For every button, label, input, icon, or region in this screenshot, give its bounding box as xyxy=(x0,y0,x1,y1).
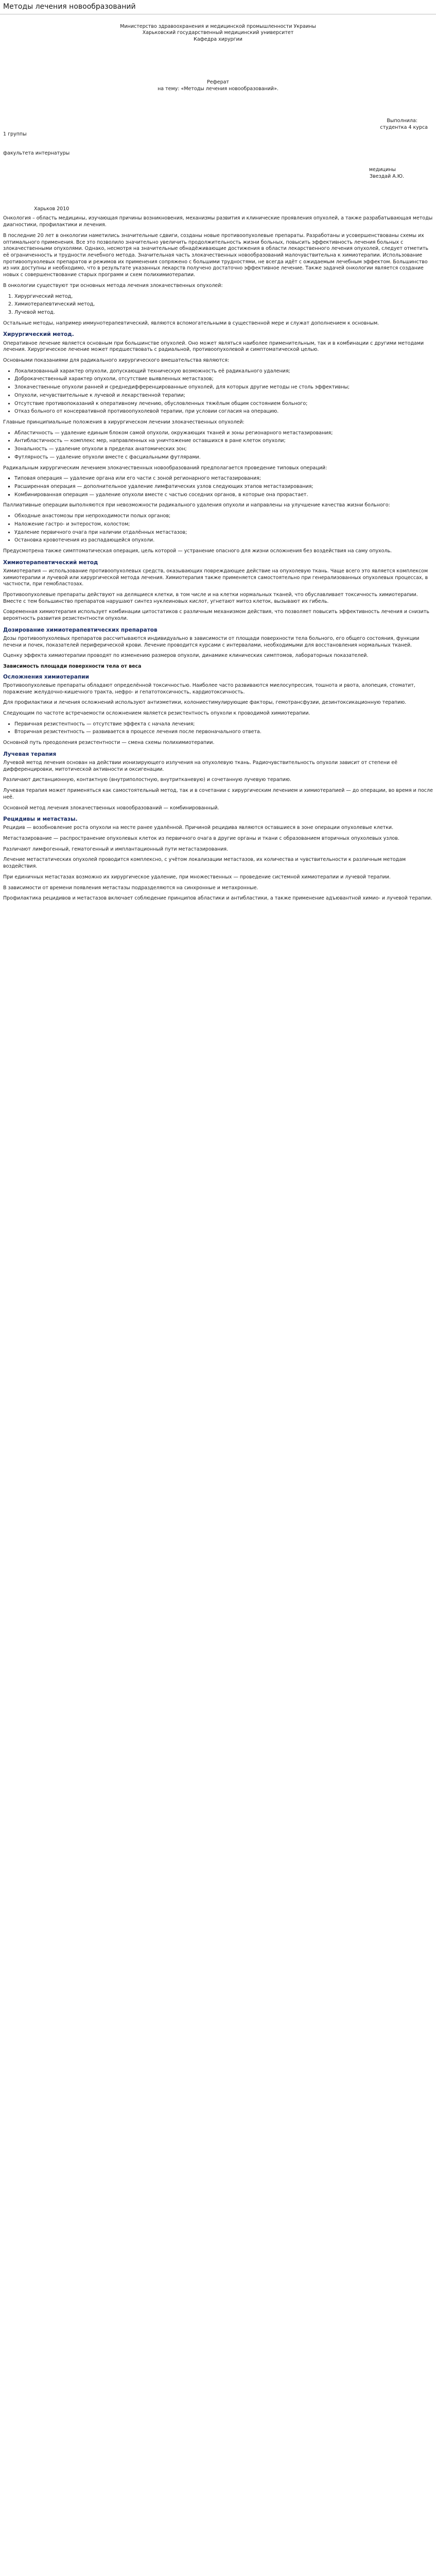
paragraph: Основной путь преодоления резистентности — смена схемы полихимиотерапии. xyxy=(3,740,215,746)
document-title: Методы лечения новообразований xyxy=(0,0,436,14)
list-item: • Остановка кровотечения из распадающейся опухоли. xyxy=(14,537,433,544)
intro-paragraph: В последние 20 лет в онкологии наметились значительные сдвиги, созданы новые противоопухолевые препараты. Разработаны и усовершенствованы схемы их оптимального применения. Все это позволило значительно увеличить продолжительность жизни больных, повысить эффективность лечения больных с злокачественными опухолями. Однако, несмотря на значительные обнадёживающие достижения в области лекарственного лечения опухолей, следует отметить её ограниченность и трудности лечебного метода. Значительная часть злокачественных новообразований малочувствительна к химиотерапии. Использование противоопухолевых препаратов и режимов их применения сопряжено с большими трудностями, не всегда идёт с ожидаемым лечебным эффектом. Большинство из них доступны и необходимо, что в результате указанных лекарств получено достаточно эффективное лечение. Также задачей онкологии является создание новых с совершенствование старых программ и схем полихимиотерапии. xyxy=(3,232,429,278)
document-body xyxy=(0,14,436,902)
paragraph: Рецидив — возобновление роста опухоли на месте ранее удалённой. Причиной рецидива являются оставшиеся в зоне операции опухолевые клетки. xyxy=(3,825,394,831)
paragraph: Дозы противоопухолевых препаратов рассчитываются индивидуально в зависимости от площади поверхности тела больного, его общего состояния, функции печени и почек, показателей периферической крови. Лечение проводится курсами с интервалами, необходимыми для восстановления нормальных тканей. xyxy=(3,635,420,648)
city-year: Харьков 2010 xyxy=(34,206,69,212)
paragraph: Метастазирование — распространение опухолевых клеток из первичного очага в другие органы и ткани с образованием вторичных опухолевых узлов. xyxy=(3,836,399,842)
work-type: Реферат xyxy=(207,79,229,85)
paragraph: Следующим по частоте встречаемости осложнением является резистентность опухоли к проводимой химиотерапии. xyxy=(3,710,310,716)
paragraph: Различают дистанционную, контактную (внутриполостную, внутритканевую) и сочетанную лучевую терапию. xyxy=(3,777,291,783)
paragraph: Радикальным хирургическим лечением злокачественных новообразований предполагается проведение типовых операций: xyxy=(3,465,327,471)
surface-weight-heading: Зависимость площади поверхности тела от веса xyxy=(3,664,142,670)
student-faculty: факультета интернатуры xyxy=(3,150,70,156)
list-item: • Зональность — удаление опухоли в пределах анатомических зон; xyxy=(14,446,433,453)
university-line: Харьковский государственный медицинский университет xyxy=(142,30,294,36)
paragraph: Противоопухолевые препараты действуют на делящиеся клетки, в том числе и на клетки нормальных тканей, что обуславливает токсичность химиотерапии. Вместе с тем большинство препаратов нарушают синтез нуклеиновых кислот, угнетают митоз клеток, вызывают их гибель. xyxy=(3,591,418,604)
radical-indications-list xyxy=(14,368,433,415)
list-item: 3. Лучевой метод. xyxy=(14,310,433,316)
section-title-chemo: Химиотерапевтический метод xyxy=(3,559,98,566)
list-item: • Антибластичность — комплекс мер, направленных на уничтожение оставшихся в ране клеток опухоли; xyxy=(14,438,433,445)
paragraph: Предусмотрена также симптоматическая операция, цель которой — устранение опасного для жизни осложнения без воздействия на саму опухоль. xyxy=(3,548,392,554)
paragraph: В зависимости от времени появления метастазы подразделяются на синхронные и метахронные. xyxy=(3,885,258,891)
combined-note: Остальные методы, например иммунотерапевтический, являются вспомогательными в существенной мере и служат дополнением к основным. xyxy=(3,320,379,326)
section-title-metastases: Рецидивы и метастазы. xyxy=(3,816,78,823)
paragraph: Основной метод лечения злокачественных новообразований — комбинированный. xyxy=(3,805,219,811)
list-item: 2. Химиотерапевтический метод, xyxy=(14,301,433,308)
ministry-line: Министерство здравоохранения и медицинской промышленности Украины xyxy=(120,23,316,29)
section-title-radiation: Лучевая терапия xyxy=(3,751,57,757)
list-item: ▪ Типовая операция — удаление органа или его части с зоной регионарного метастазирования; xyxy=(14,476,433,482)
paragraph: Современная химиотерапия использует комбинации цитостатиков с различным механизмом действия, что позволяет повысить эффективность лечения и снизить вероятность развития резистентности опухоли. xyxy=(3,609,429,622)
performed-by: Выполнила: xyxy=(387,118,417,124)
work-topic: на тему: «Методы лечения новообразований». xyxy=(158,86,278,92)
list-item: • Абластичность — удаление единым блоком самой опухоли, окружающих тканей и зоны регионарного метастазирования; xyxy=(14,430,433,437)
principles-list xyxy=(14,430,433,461)
list-item: • Доброкачественный характер опухоли, отсутствие выявленных метастазов; xyxy=(14,376,433,383)
paragraph: Лечение метастатических опухолей проводится комплексно, с учётом локализации метастазов, их количества и чувствительности к различным методам воздействия. xyxy=(3,857,406,870)
paragraph: Главные принципиальные положения в хирургическом лечении злокачественных опухолей: xyxy=(3,419,245,425)
paragraph: Лучевая терапия может применяться как самостоятельный метод, так и в сочетании с хирургическим лечением и химиотерапией — до операции, во время и после неё. xyxy=(3,788,433,800)
paragraph: Противоопухолевые препараты обладают определённой токсичностью. Наиболее часто развиваются миелосупрессия, тошнота и рвота, алопеция, стоматит, поражение желудочно-кишечного тракта, нефро- и гепатотоксичность, кардиотоксичность. xyxy=(3,682,415,695)
section-title-dosage: Дозирование химиотерапевтических препаратов xyxy=(3,626,158,633)
list-item: • Отсутствие противопоказаний к оперативному лечению, обусловленных тяжёлым общим состоянием больного; xyxy=(14,401,433,408)
list-item: • Обходные анастомозы при непроходимости полых органов; xyxy=(14,513,433,520)
student-group: 1 группы xyxy=(3,131,27,137)
student-course: студентка 4 курса xyxy=(380,125,428,131)
faculty-medicine: медицины xyxy=(369,167,396,173)
list-item: • Футлярность — удаление опухоли вместе с фасциальными футлярами. xyxy=(14,454,433,461)
list-item: • Злокачественные опухоли ранней и среднедифференцированные опухолей, для которых другие методы не столь эффективны; xyxy=(14,384,433,391)
three-methods-list xyxy=(14,294,433,316)
list-item: • Наложение гастро- и энтеростом, колостом; xyxy=(14,521,433,528)
paragraph: Оперативное лечение является основным при большинстве опухолей. Оно может являться наиболее применительным, так и в комбинации с другими методами лечения. Хирургическое лечение может предшествовать с радиальной, противоопухолевой и симптоматической целью. xyxy=(3,340,424,353)
section-title-surgery: Хирургический метод. xyxy=(3,331,74,338)
author-name: Звездай А.Ю. xyxy=(370,173,404,179)
intro-paragraph: Онкология – область медицины, изучающая причины возникновения, механизмы развития и клинические проявления опухолей, а также разрабатывающая методы диагностики, профилактики и лечения. xyxy=(3,215,433,228)
paragraph: Для профилактики и лечения осложнений используют антиэметики, колониестимулирующие факторы, гемотрансфузии, дезинтоксикационную терапию. xyxy=(3,700,407,706)
section-title-complications: Осложнения химиотерапии xyxy=(3,673,89,680)
list-item: • Удаление первичного очага при наличии отдалённых метастазов; xyxy=(14,530,433,536)
resistance-list xyxy=(14,721,433,736)
paragraph: Лучевой метод лечения основан на действии ионизирующего излучения на опухолевую ткань. Радиочувствительность опухоли зависит от степени её дифференцировки, митотической активности и оксигенации. xyxy=(3,759,397,772)
list-item: • Вторичная резистентность — развивается в процессе лечения после первоначального ответа. xyxy=(14,729,433,736)
operation-types-list xyxy=(14,476,433,498)
paragraph: Профилактика рецидивов и метастазов включает соблюдение принципов абластики и антибластики, а также применение адъювантной химио- и лучевой терапии. xyxy=(3,895,432,902)
list-item: ▪ Расширенная операция — дополнительное удаление лимфатических узлов следующих этапов метастазирования; xyxy=(14,484,433,490)
list-item: 1. Хирургический метод, xyxy=(14,294,433,300)
list-item: ▪ Комбинированная операция — удаление опухоли вместе с частью соседних органов, в которые она прорастает. xyxy=(14,492,433,499)
paragraph: Химиотерапия — использование противоопухолевых средств, оказывающих повреждающее действие на опухолевую ткань. Чаще всего это является комплексом химиотерапии и лучевой или хирургической метода лечения. Химиотерапия также применяется самостоятельно при генерализованных опухолевых процессах, в частности, при гемобластозах. xyxy=(3,568,428,587)
list-item: • Опухоли, нечувствительные к лучевой и лекарственной терапии; xyxy=(14,393,433,399)
department-line: Кафедра хирургии xyxy=(194,37,242,43)
paragraph: Оценку эффекта химиотерапии проводят по изменению размеров опухоли, динамике клинических симптомов, лабораторных показателей. xyxy=(3,653,369,659)
list-item: • Отказ больного от консервативной противоопухолевой терапии, при условии согласия на операцию. xyxy=(14,409,433,415)
intro-paragraph: В онкологии существуют три основных метода лечения злокачественных опухолей: xyxy=(3,282,223,289)
list-item: • Первичная резистентность — отсутствие эффекта с начала лечения; xyxy=(14,721,433,728)
paragraph: Различают лимфогенный, гематогенный и имплантационный пути метастазирования. xyxy=(3,846,229,852)
paragraph: Паллиативные операции выполняются при невозможности радикального удаления опухоли и направлены на улучшение качества жизни больного: xyxy=(3,502,390,509)
palliative-list xyxy=(14,513,433,544)
paragraph: Основными показаниями для радикального хирургического вмешательства являются: xyxy=(3,357,230,363)
list-item: • Локализованный характер опухоли, допускающий техническую возможность её радикального удаления; xyxy=(14,368,433,375)
paragraph: При единичных метастазах возможно их хирургическое удаление, при множественных — проведение системной химиотерапии и лучевой терапии. xyxy=(3,874,391,880)
